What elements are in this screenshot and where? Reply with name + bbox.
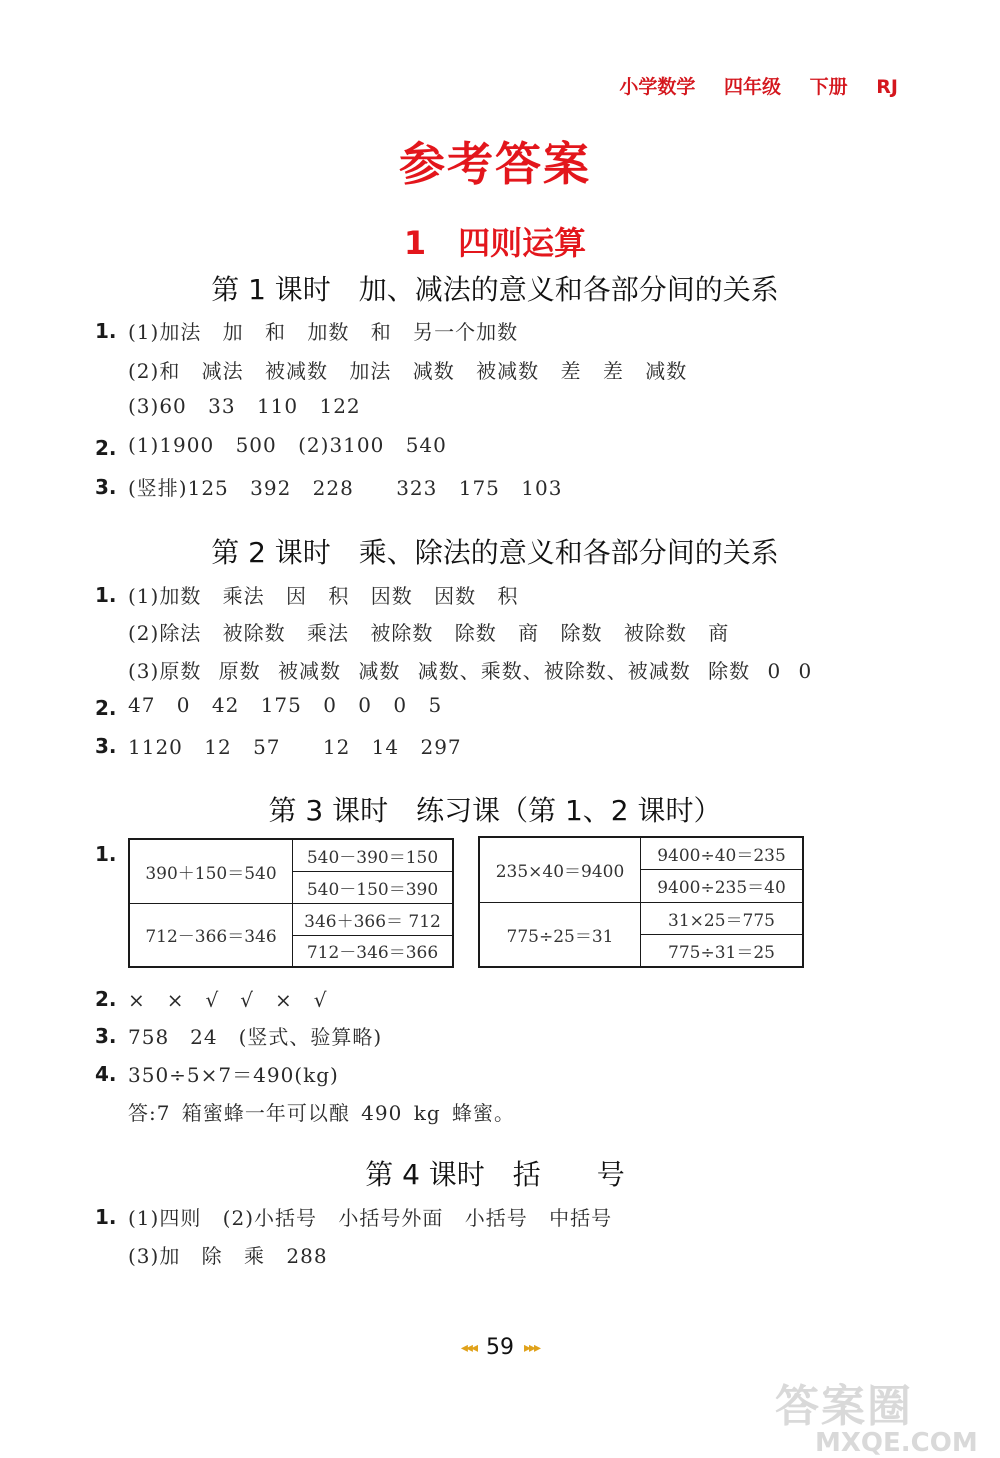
lesson-3-q1-number: 1.: [95, 842, 117, 866]
lesson-1-q3-line-1: (竖排)125 392 228 323 175 103: [128, 476, 563, 500]
equation-table-left: [128, 838, 454, 968]
lesson-3-q2-number: 2.: [95, 987, 117, 1011]
table-cell: 712－366＝346: [129, 903, 293, 967]
lesson-2-q3-line-1: 1120 12 57 12 14 297: [128, 735, 462, 759]
lesson-3-q3-number: 3.: [95, 1024, 117, 1048]
table-cell: 9400÷40＝235: [641, 837, 804, 870]
lesson-1-title: 第 1 课时 加、减法的意义和各部分间的关系: [211, 273, 779, 306]
page-header: [597, 72, 898, 99]
lesson-4-q1-line-2: (3)加 除 乘 288: [128, 1244, 328, 1268]
lesson-1-q2-number: 2.: [95, 436, 117, 460]
chapter-title: 1 四则运算: [403, 224, 587, 262]
next-arrows-icon: ▸▸▸: [524, 1340, 540, 1356]
table-cell: 540－150＝390: [293, 871, 454, 903]
page-footer: [0, 1335, 1000, 1360]
lesson-3-q4-line-2: 答:7 箱蜜蜂一年可以酿 490 kg 蜂蜜。: [128, 1101, 515, 1125]
lesson-1-q1-number: 1.: [95, 319, 117, 343]
lesson-1-q1-line-1: (1)加法 加 和 加数 和 另一个加数: [128, 320, 519, 344]
watermark: [775, 1370, 978, 1458]
lesson-2-q1-line-2: (2)除法 被除数 乘法 被除数 除数 商 除数 被除数 商: [128, 621, 730, 645]
table-cell: 31×25＝775: [641, 902, 804, 935]
header-edition: RJ: [876, 76, 898, 98]
lesson-1-q2-line-1: (1)1900 500 (2)3100 540: [128, 433, 447, 457]
previous-arrows-icon: ◂◂◂: [460, 1340, 476, 1356]
table-cell: 775÷31＝25: [641, 935, 804, 968]
header-volume: 下册: [809, 76, 848, 98]
lesson-3-q3-line-1: 758 24 (竖式、验算略): [128, 1025, 383, 1049]
equation-table-right: [478, 836, 804, 968]
lesson-2-q3-number: 3.: [95, 734, 117, 758]
table-cell: 775÷25＝31: [479, 902, 641, 967]
lesson-1-q3-number: 3.: [95, 475, 117, 499]
lesson-3-q4-line-1: 350÷5×7＝490(kg): [128, 1063, 339, 1087]
table-cell: 390＋150＝540: [129, 839, 293, 903]
watermark-url: MXQE.COM: [815, 1428, 978, 1458]
table-cell: 346＋366＝ 712: [293, 903, 454, 935]
lesson-1-q1-line-2: (2)和 减法 被减数 加法 减数 被减数 差 差 减数: [128, 359, 688, 383]
lesson-4-q1-line-1: (1)四则 (2)小括号 小括号外面 小括号 中括号: [128, 1206, 613, 1230]
table-cell: 235×40＝9400: [479, 837, 641, 902]
lesson-3-q4-number: 4.: [95, 1062, 117, 1086]
table-cell: 540－390＝150: [293, 839, 454, 871]
table-cell: 9400÷235＝40: [641, 870, 804, 903]
header-subject: 小学数学: [619, 76, 696, 98]
lesson-2-title: 第 2 课时 乘、除法的意义和各部分间的关系: [211, 536, 779, 569]
page-title: 参考答案: [399, 137, 591, 191]
lesson-2-q1-number: 1.: [95, 583, 117, 607]
page-number: 59: [486, 1335, 514, 1360]
lesson-4-q1-number: 1.: [95, 1205, 117, 1229]
lesson-2-q2-number: 2.: [95, 696, 117, 720]
table-cell: 712－346＝366: [293, 935, 454, 967]
lesson-1-q1-line-3: (3)60 33 110 122: [128, 394, 361, 418]
lesson-4-title: 第 4 课时 括 号: [365, 1158, 625, 1191]
watermark-logo: 答案圈: [775, 1381, 913, 1432]
lesson-2-q1-line-1: (1)加数 乘法 因 积 因数 因数 积: [128, 584, 519, 608]
lesson-3-title: 第 3 课时 练习课（第 1、2 课时）: [268, 794, 722, 827]
lesson-2-q2-line-1: 47 0 42 175 0 0 0 5: [128, 693, 443, 717]
lesson-3-q2-line-1: × × √ √ × √: [128, 988, 328, 1012]
lesson-2-q1-line-3: (3)原数 原数 被减数 减数 减数、乘数、被除数、被减数 除数 0 0: [128, 659, 813, 683]
header-grade: 四年级: [724, 76, 782, 98]
